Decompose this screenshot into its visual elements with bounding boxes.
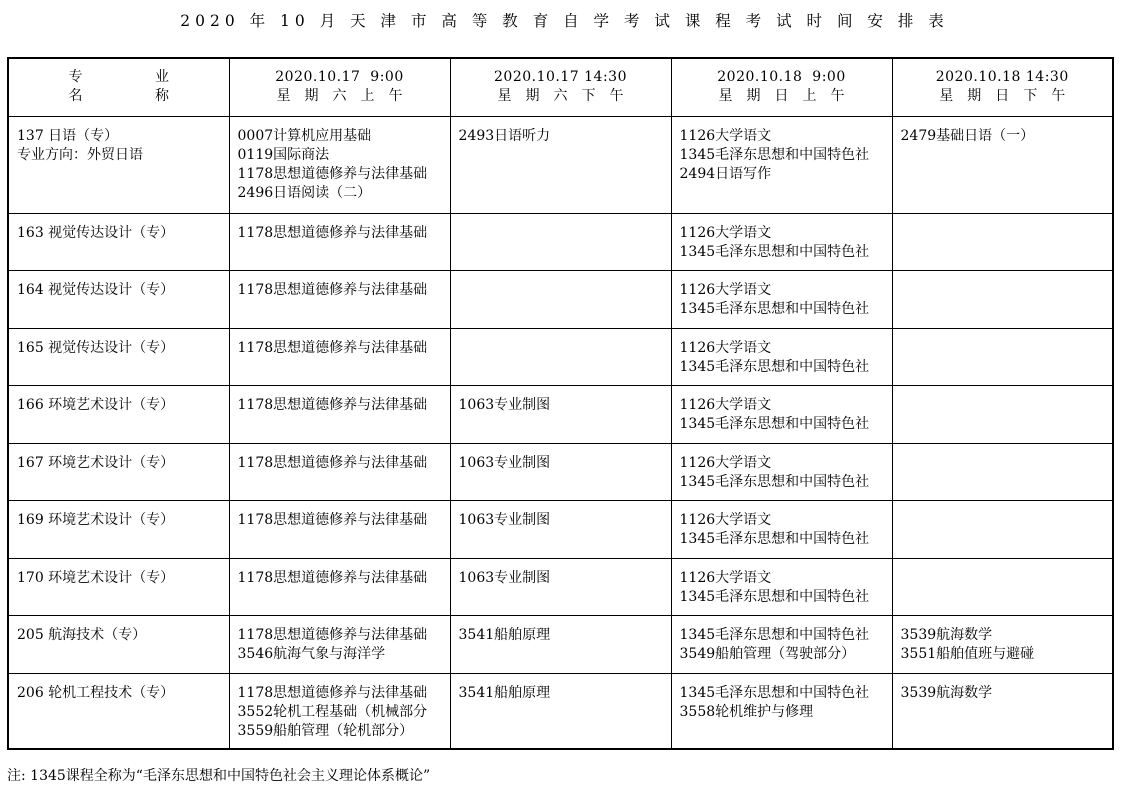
header-session-3 <box>671 58 892 116</box>
session-4-cell <box>892 213 1113 270</box>
table-row <box>8 385 1113 443</box>
course-line: 1345毛泽东思想和中国特色社 <box>679 626 870 643</box>
major-cell <box>8 328 229 385</box>
header-session-4 <box>892 58 1113 116</box>
course-line: 1345毛泽东思想和中国特色社 <box>679 473 870 490</box>
header-session-date: 2020.10.18 14:30 <box>935 69 1069 86</box>
session-2-cell <box>450 116 671 213</box>
header-session-day: 星期六下午 <box>497 88 638 105</box>
major-cell <box>8 385 229 443</box>
session-1-cell <box>229 213 450 270</box>
course-line: 1345毛泽东思想和中国特色社 <box>679 588 870 605</box>
course-line: 3539航海数学 <box>900 626 993 643</box>
header-major-line2: 名 称 <box>68 88 203 105</box>
course-line: 1126大学语文 <box>679 127 772 144</box>
course-line: 3551船舶值班与避碰 <box>900 645 1035 662</box>
course-line: 3549船舶管理（驾驶部分） <box>679 645 856 662</box>
session-1-cell <box>229 673 450 749</box>
table-row <box>8 500 1113 558</box>
session-4-cell <box>892 116 1113 213</box>
course-line: 1126大学语文 <box>679 511 772 528</box>
major-cell <box>8 116 229 213</box>
major-name-line: 206 轮机工程技术（专） <box>17 684 175 701</box>
course-line: 2494日语写作 <box>679 165 772 182</box>
major-name-line: 205 航海技术（专） <box>17 626 147 643</box>
page-title: 2020 年 10 月 天 津 市 高 等 教 育 自 学 考 试 课 程 考 试 时 间 安 排 表 <box>180 12 949 30</box>
course-line: 1345毛泽东思想和中国特色社 <box>679 300 870 317</box>
course-line: 1178思想道德修养与法律基础 <box>237 454 428 471</box>
major-name-line: 专业方向：外贸日语 <box>17 146 143 163</box>
session-1-cell <box>229 500 450 558</box>
course-line: 1126大学语文 <box>679 339 772 356</box>
course-line: 2496日语阅读（二） <box>237 184 372 201</box>
course-line: 3546航海气象与海洋学 <box>237 645 386 662</box>
session-4-cell <box>892 328 1113 385</box>
session-3-cell <box>671 213 892 270</box>
course-line: 1178思想道德修养与法律基础 <box>237 224 428 241</box>
session-3-cell <box>671 116 892 213</box>
session-3-cell <box>671 673 892 749</box>
major-cell <box>8 673 229 749</box>
course-line: 3539航海数学 <box>900 684 993 701</box>
table-row <box>8 443 1113 500</box>
session-2-cell <box>450 443 671 500</box>
table-body <box>8 116 1113 749</box>
course-line: 3558轮机维护与修理 <box>679 703 814 720</box>
course-line: 1345毛泽东思想和中国特色社 <box>679 415 870 432</box>
course-line: 1178思想道德修养与法律基础 <box>237 511 428 528</box>
course-line: 1178思想道德修养与法律基础 <box>237 626 428 643</box>
session-2-cell <box>450 615 671 673</box>
session-2-cell <box>450 328 671 385</box>
course-line: 1063专业制图 <box>458 396 551 413</box>
header-session-date: 2020.10.17 9:00 <box>275 69 404 86</box>
session-4-cell <box>892 558 1113 615</box>
session-1-cell <box>229 558 450 615</box>
course-line: 1178思想道德修养与法律基础 <box>237 684 428 701</box>
major-name-line: 167 环境艺术设计（专） <box>17 454 175 471</box>
course-line: 2493日语听力 <box>458 127 551 144</box>
course-line: 0119国际商法 <box>237 146 330 163</box>
major-name-line: 163 视觉传达设计（专） <box>17 224 175 241</box>
header-session-day: 星期日上午 <box>718 88 859 105</box>
course-line: 3541船舶原理 <box>458 684 551 701</box>
session-3-cell <box>671 328 892 385</box>
session-1-cell <box>229 443 450 500</box>
session-1-cell <box>229 328 450 385</box>
session-3-cell <box>671 270 892 328</box>
course-line: 1126大学语文 <box>679 569 772 586</box>
header-session-date: 2020.10.17 14:30 <box>494 69 627 86</box>
session-4-cell <box>892 270 1113 328</box>
session-4-cell <box>892 500 1113 558</box>
table-row <box>8 116 1113 213</box>
table-header-row <box>8 58 1113 116</box>
course-line: 1178思想道德修养与法律基础 <box>237 281 428 298</box>
major-name-line: 166 环境艺术设计（专） <box>17 396 175 413</box>
table-row <box>8 213 1113 270</box>
course-line: 3541船舶原理 <box>458 626 551 643</box>
footnote: 注: 1345课程全称为“毛泽东思想和中国特色社会主义理论体系概论” <box>7 768 431 784</box>
table-row <box>8 270 1113 328</box>
major-name-line: 169 环境艺术设计（专） <box>17 511 175 528</box>
table-row <box>8 615 1113 673</box>
course-line: 1178思想道德修养与法律基础 <box>237 339 428 356</box>
session-4-cell <box>892 385 1113 443</box>
major-cell <box>8 500 229 558</box>
course-line: 1126大学语文 <box>679 281 772 298</box>
session-1-cell <box>229 615 450 673</box>
major-cell <box>8 443 229 500</box>
major-cell <box>8 615 229 673</box>
major-name-line: 170 环境艺术设计（专） <box>17 569 175 586</box>
session-2-cell <box>450 213 671 270</box>
major-cell <box>8 558 229 615</box>
session-2-cell <box>450 270 671 328</box>
course-line: 1126大学语文 <box>679 224 772 241</box>
major-name-line: 137 日语（专） <box>17 127 119 144</box>
major-name-line: 164 视觉传达设计（专） <box>17 281 175 298</box>
session-1-cell <box>229 270 450 328</box>
session-4-cell <box>892 673 1113 749</box>
course-line: 1178思想道德修养与法律基础 <box>237 165 428 182</box>
course-line: 1345毛泽东思想和中国特色社 <box>679 243 870 260</box>
session-1-cell <box>229 116 450 213</box>
course-line: 1063专业制图 <box>458 511 551 528</box>
major-name-line: 165 视觉传达设计（专） <box>17 339 175 356</box>
session-2-cell <box>450 558 671 615</box>
course-line: 1345毛泽东思想和中国特色社 <box>679 358 870 375</box>
session-2-cell <box>450 673 671 749</box>
header-major <box>8 58 229 116</box>
course-line: 3559船舶管理（轮机部分） <box>237 722 414 739</box>
course-line: 1345毛泽东思想和中国特色社 <box>679 684 870 701</box>
header-session-2 <box>450 58 671 116</box>
session-4-cell <box>892 443 1113 500</box>
session-3-cell <box>671 443 892 500</box>
session-3-cell <box>671 500 892 558</box>
table-row <box>8 328 1113 385</box>
course-line: 1345毛泽东思想和中国特色社 <box>679 530 870 547</box>
exam-schedule-table <box>7 57 1114 750</box>
session-1-cell <box>229 385 450 443</box>
course-line: 1126大学语文 <box>679 454 772 471</box>
course-line: 3552轮机工程基础（机械部分 <box>237 703 428 720</box>
course-line: 2479基础日语（一） <box>900 127 1035 144</box>
header-major-line1: 专 业 <box>68 69 203 86</box>
session-3-cell <box>671 558 892 615</box>
session-2-cell <box>450 385 671 443</box>
course-line: 1345毛泽东思想和中国特色社 <box>679 146 870 163</box>
course-line: 1063专业制图 <box>458 454 551 471</box>
course-line: 1178思想道德修养与法律基础 <box>237 569 428 586</box>
session-3-cell <box>671 385 892 443</box>
table-row <box>8 673 1113 749</box>
course-line: 0007计算机应用基础 <box>237 127 372 144</box>
table-row <box>8 558 1113 615</box>
session-2-cell <box>450 500 671 558</box>
major-cell <box>8 270 229 328</box>
session-3-cell <box>671 615 892 673</box>
course-line: 1178思想道德修养与法律基础 <box>237 396 428 413</box>
header-session-day: 星期六上午 <box>276 88 417 105</box>
course-line: 1126大学语文 <box>679 396 772 413</box>
session-4-cell <box>892 615 1113 673</box>
header-session-day: 星期日下午 <box>939 88 1080 105</box>
header-session-date: 2020.10.18 9:00 <box>717 69 846 86</box>
course-line: 1063专业制图 <box>458 569 551 586</box>
major-cell <box>8 213 229 270</box>
header-session-1 <box>229 58 450 116</box>
